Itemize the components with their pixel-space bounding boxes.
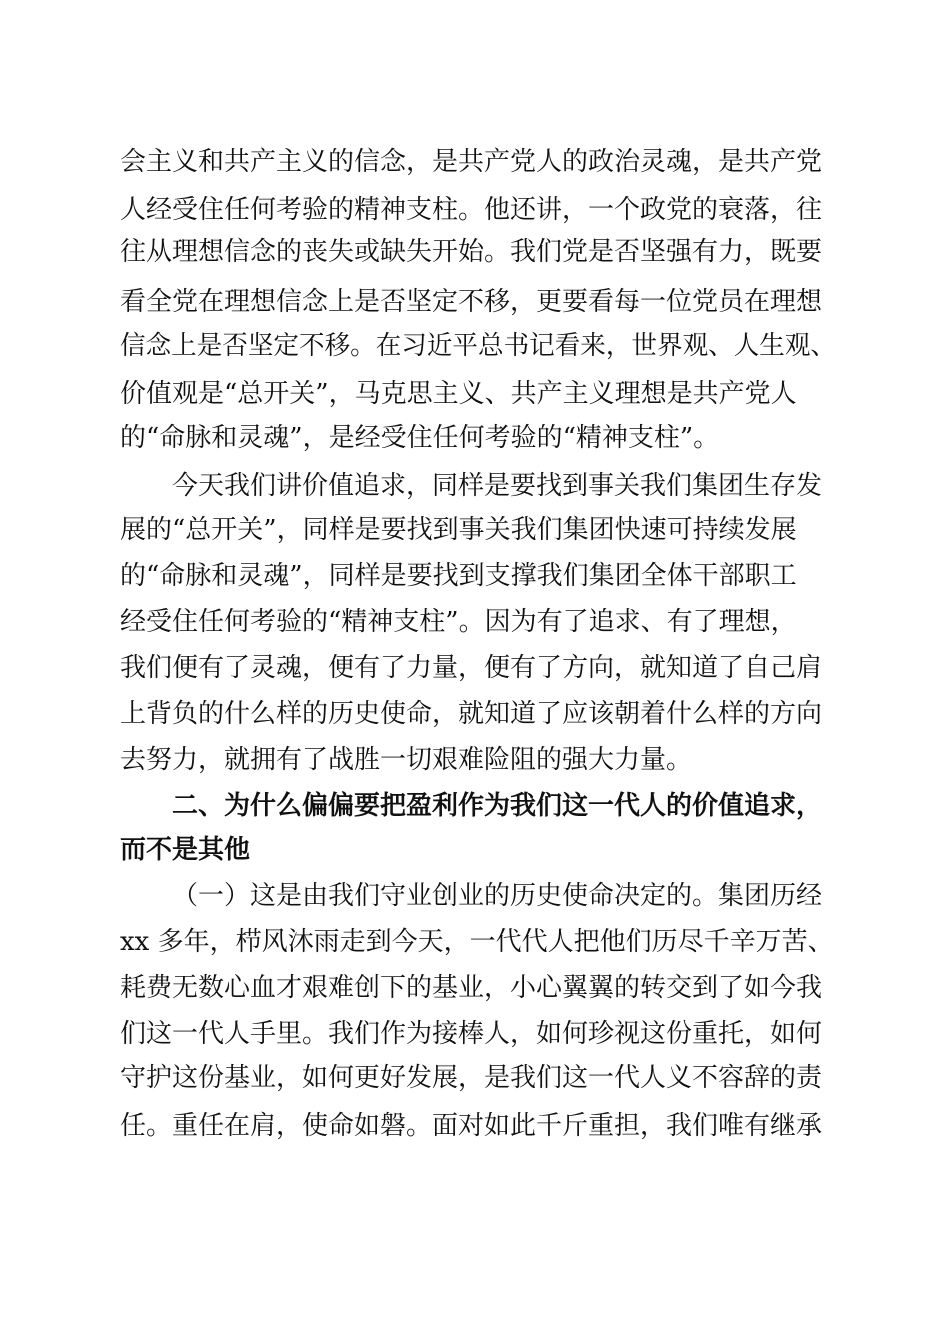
text-line: （一）这是由我们守业创业的历史使命决定的。集团历经 — [172, 881, 823, 911]
text-line: 去努力，就拥有了战胜一切艰难险阻的强大力量。 — [120, 745, 693, 775]
text-line: 耗费无数心血才艰难创下的基业，小心翼翼的转交到了如今我 — [120, 973, 823, 1003]
text-line: 今天我们讲价值追求，同样是要找到事关我们集团生存发 — [172, 471, 823, 501]
text-line: xx 多年，栉风沐雨走到今天，一代代人把他们历尽千辛万苦、 — [120, 927, 834, 957]
text-line: 的“命脉和灵魂”，是经受住任何考验的“精神支柱”。 — [120, 423, 720, 453]
text-line: 的“命脉和灵魂”，同样是要找到支撑我们集团全体干部职工 — [120, 561, 797, 591]
text-line: 们这一代人手里。我们作为接棒人，如何珍视这份重托，如何 — [120, 1019, 823, 1049]
text-line: 经受住任何考验的“精神支柱”。因为有了追求、有了理想， — [120, 607, 797, 637]
heading-line: 而不是其他 — [120, 835, 251, 865]
text-line: 信念上是否坚定不移。在习近平总书记看来，世界观、人生观、 — [120, 331, 837, 361]
text-line: 我们便有了灵魂，便有了力量，便有了方向，就知道了自己肩 — [120, 653, 823, 683]
text-line: 会主义和共产主义的信念，是共产党人的政治灵魂，是共产党 — [120, 147, 823, 177]
text-line: 上背负的什么样的历史使命，就知道了应该朝着什么样的方向 — [120, 699, 823, 729]
text-line: 人经受住任何考验的精神支柱。他还讲，一个政党的衰落，往 — [120, 195, 823, 225]
text-line: 往从理想信念的丧失或缺失开始。我们党是否坚强有力，既要 — [120, 237, 823, 267]
text-line: 展的“总开关”，同样是要找到事关我们集团快速可持续发展 — [120, 515, 797, 545]
text-line: 价值观是“总开关”，马克思主义、共产主义理想是共产党人 — [120, 379, 797, 409]
text-line: 任。重任在肩，使命如磐。面对如此千斤重担，我们唯有继承 — [120, 1111, 823, 1141]
text-line: 看全党在理想信念上是否坚定不移，更要看每一位党员在理想 — [120, 287, 823, 317]
heading-line: 二、为什么偏偏要把盈利作为我们这一代人的价值追求， — [172, 791, 823, 821]
text-line: 守护这份基业，如何更好发展，是我们这一代人义不容辞的责 — [120, 1063, 823, 1093]
